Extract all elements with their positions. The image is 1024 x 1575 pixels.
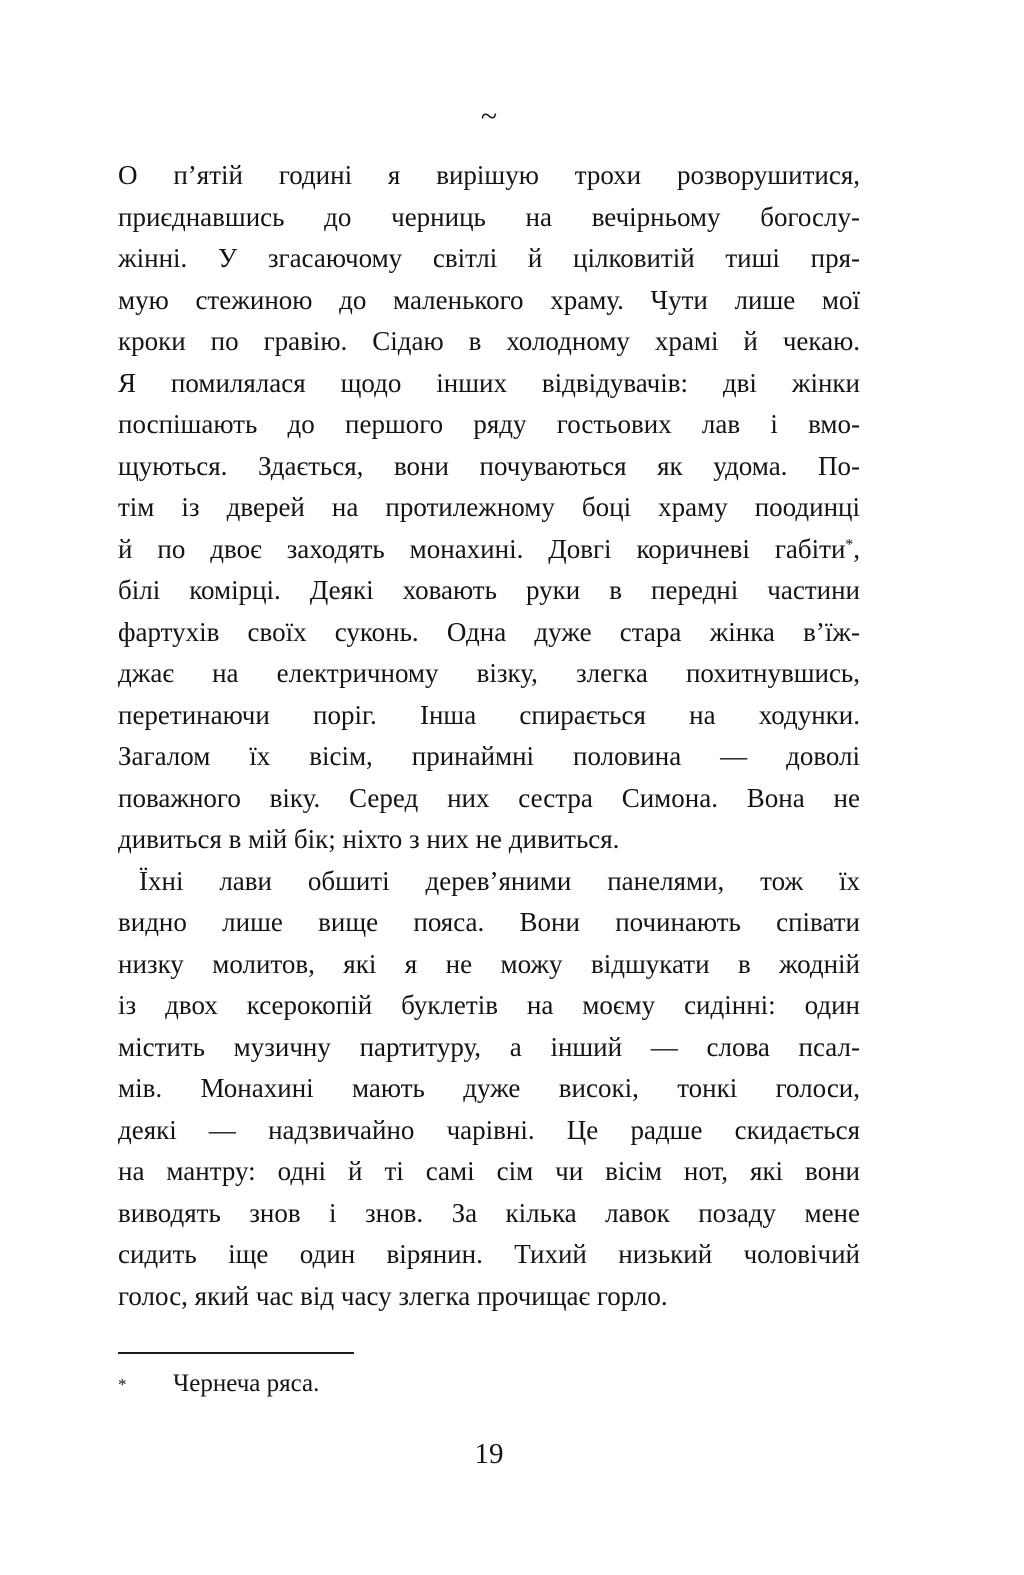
footnote: [118, 1367, 860, 1401]
text-line: деякі — надзвичайно чарівні. Це радше скидається: [118, 1114, 860, 1145]
text-line: поважного віку. Серед них сестра Симона. Вона не: [118, 782, 860, 813]
footnote-reference: *: [845, 535, 854, 553]
text-line: тім із дверей на протилежному боці храму поодинці: [118, 492, 860, 522]
text-line: Я помилялася щодо інших відвідувачів: дві жінки: [118, 367, 860, 398]
footnote-separator: [118, 1352, 354, 1354]
paragraph: [118, 861, 860, 1318]
text-line: видно лише вище пояса. Вони починають співати: [118, 907, 860, 937]
text-line: мів. Монахині мають дуже високі, тонкі голоси,: [118, 1073, 860, 1103]
text-line: дивиться в мій бік; ніхто з них не дивиться.: [118, 824, 620, 854]
text-line: Їхні лави обшиті дерев’яними панелями, тож їх: [139, 865, 860, 896]
text-line: фартухів своїх суконь. Одна дуже стара жінка в’їж-: [118, 616, 860, 647]
text-line: мую стежиною до маленького храму. Чути лише мої: [118, 284, 860, 315]
text-line: голос, який час від часу злегка прочищає горло.: [118, 1280, 668, 1311]
text-line: поспішають до першого ряду гостьових лав і вмо-: [118, 409, 860, 439]
text-line: перетинаючи поріг. Інша спирається на ходунки.: [118, 699, 860, 730]
text-line: джає на електричному візку, злегка похитнувшись,: [118, 658, 860, 688]
text-line: низку молитов, які я не можу відшукати в жодній: [118, 948, 860, 979]
text-line: жінні. У згасаючому світлі й цілковитій тиші пря-: [118, 243, 860, 273]
page-number: 19: [474, 1438, 504, 1470]
text-line: із двох ксерокопій буклетів на моєму сидінні: один: [118, 990, 860, 1020]
footnote-text: Чернеча ряса.: [173, 1370, 320, 1397]
text-line: кроки по гравію. Сідаю в холодному храмі й чекаю.: [118, 326, 860, 356]
footnote-marker: *: [118, 1375, 127, 1394]
text-line: сидить іще один вірянин. Тихий низький чоловічий: [118, 1239, 860, 1269]
section-ornament: ~: [480, 100, 498, 133]
text-line: О п’ятій годині я вирішую трохи розворушитися,: [118, 160, 860, 190]
text-line: приєднавшись до черниць на вечірньому богослу-: [118, 201, 860, 232]
text-line: виводять знов і знов. За кілька лавок позаду мене: [118, 1197, 860, 1228]
text-line: містить музичну партитуру, а інший — слова псал-: [118, 1031, 860, 1062]
paragraph: [118, 155, 860, 861]
body-text: [118, 155, 860, 1317]
text-line: щуються. Здається, вони почуваються як удома. По-: [118, 450, 860, 481]
text-line: білі комірці. Деякі ховають руки в передні частини: [118, 575, 860, 605]
text-line: й по двоє заходять монахині. Довгі коричневі габіти*,: [118, 533, 860, 564]
text-line: Загалом їх вісім, принаймні половина — доволі: [118, 741, 860, 771]
text-line: на мантру: одні й ті самі сім чи вісім нот, які вони: [118, 1156, 860, 1186]
